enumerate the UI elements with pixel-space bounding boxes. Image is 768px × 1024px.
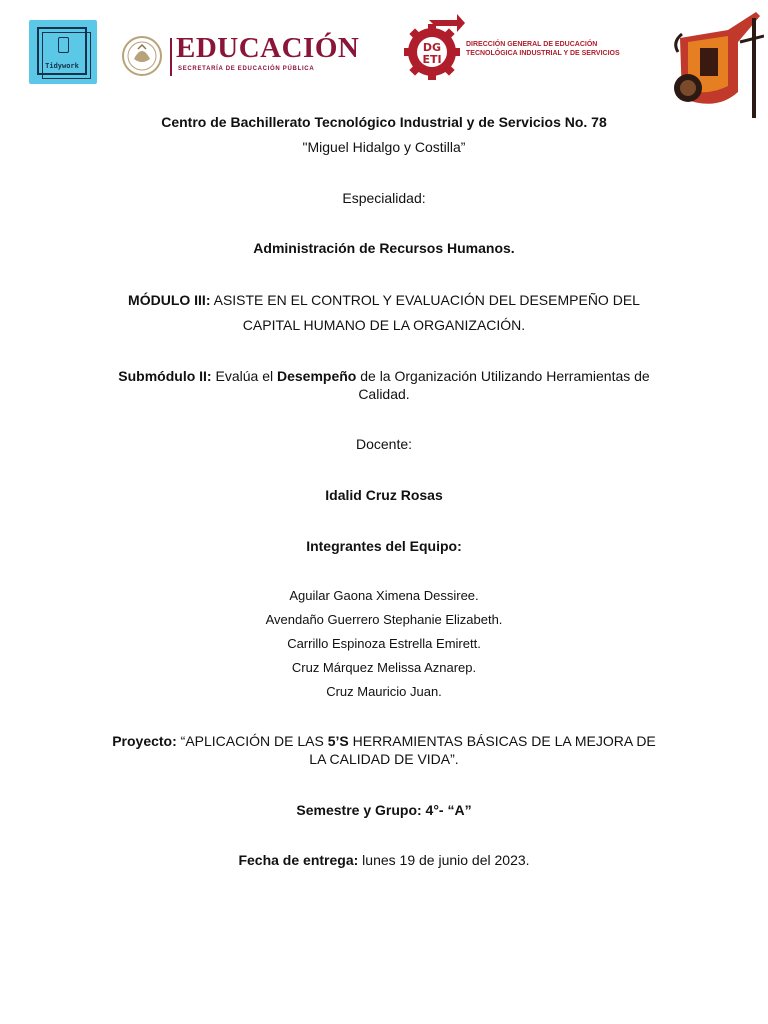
svg-text:DG: DG <box>422 41 442 54</box>
list-item: Carrillo Espinoza Estrella Emirett. <box>287 636 481 651</box>
list-item: Avendaño Guerrero Stephanie Elizabeth. <box>265 612 503 627</box>
project-label: Proyecto: <box>112 733 177 749</box>
list-item: Cruz Mauricio Juan. <box>326 684 442 699</box>
module-label: MÓDULO III: <box>128 292 211 308</box>
school-name: Centro de Bachillerato Tecnológico Industrial y de Servicios No. 78 <box>161 114 607 130</box>
team-label: Integrantes del Equipo: <box>306 538 462 554</box>
module-title-1: ASISTE EN EL CONTROL Y EVALUACIÓN DEL DESEMPEÑO DEL <box>210 292 640 308</box>
dgeti-line-1: DIRECCIÓN GENERAL DE EDUCACIÓN <box>466 41 598 48</box>
submodule-line-2: Calidad. <box>358 386 410 402</box>
list-item: Aguilar Gaona Ximena Dessiree. <box>289 588 479 603</box>
tidywork-logo <box>29 20 97 84</box>
delivery-value: lunes 19 de junio del 2023. <box>358 852 530 868</box>
module-line-1 <box>80 290 688 310</box>
mexico-seal-icon <box>116 35 168 77</box>
teacher-name: Idalid Cruz Rosas <box>325 487 443 503</box>
project-line-2: LA CALIDAD DE VIDA”. <box>309 751 459 767</box>
education-subtitle: SECRETARÍA DE EDUCACIÓN PÚBLICA <box>178 66 315 72</box>
education-title: EDUCACIÓN <box>176 32 360 64</box>
project-text-a: “APLICACIÓN DE LAS <box>176 733 328 749</box>
phone-icon <box>58 37 69 53</box>
svg-text:ETI: ETI <box>422 53 442 66</box>
dgeti-line-2: TECNOLÓGICA INDUSTRIAL Y DE SERVICIOS <box>466 50 620 57</box>
project-text-b: HERRAMIENTAS BÁSICAS DE LA MEJORA DE <box>348 733 656 749</box>
module-line-2: CAPITAL HUMANO DE LA ORGANIZACIÓN. <box>242 317 526 333</box>
submodule-line-1 <box>80 366 688 386</box>
logo-separator <box>170 38 172 76</box>
project-line-1 <box>80 731 688 751</box>
specialty-label: Especialidad: <box>342 190 426 206</box>
tidywork-label: Tidywork <box>45 62 79 70</box>
specialty-value: Administración de Recursos Humanos. <box>253 240 515 256</box>
dgeti-gear-icon <box>399 14 465 82</box>
tidywork-frame-icon <box>37 27 87 75</box>
teacher-label: Docente: <box>355 436 413 452</box>
semester-group: Semestre y Grupo: 4°- “A” <box>296 802 472 818</box>
delivery-label: Fecha de entrega: <box>238 852 359 868</box>
submodule-text-a: Evalúa el <box>211 368 277 384</box>
submodule-label: Submódulo II: <box>118 368 212 384</box>
school-motto: "Miguel Hidalgo y Costilla” <box>302 139 466 155</box>
project-emphasis: 5’S <box>327 733 349 749</box>
header-logos <box>0 0 768 105</box>
list-item: Cruz Márquez Melissa Aznarep. <box>291 660 477 675</box>
submodule-text-b: de la Organización Utilizando Herramientas de <box>356 368 650 384</box>
dgeti-name <box>466 40 620 58</box>
submodule-emphasis: Desempeño <box>276 368 357 384</box>
delivery-date <box>80 850 688 870</box>
